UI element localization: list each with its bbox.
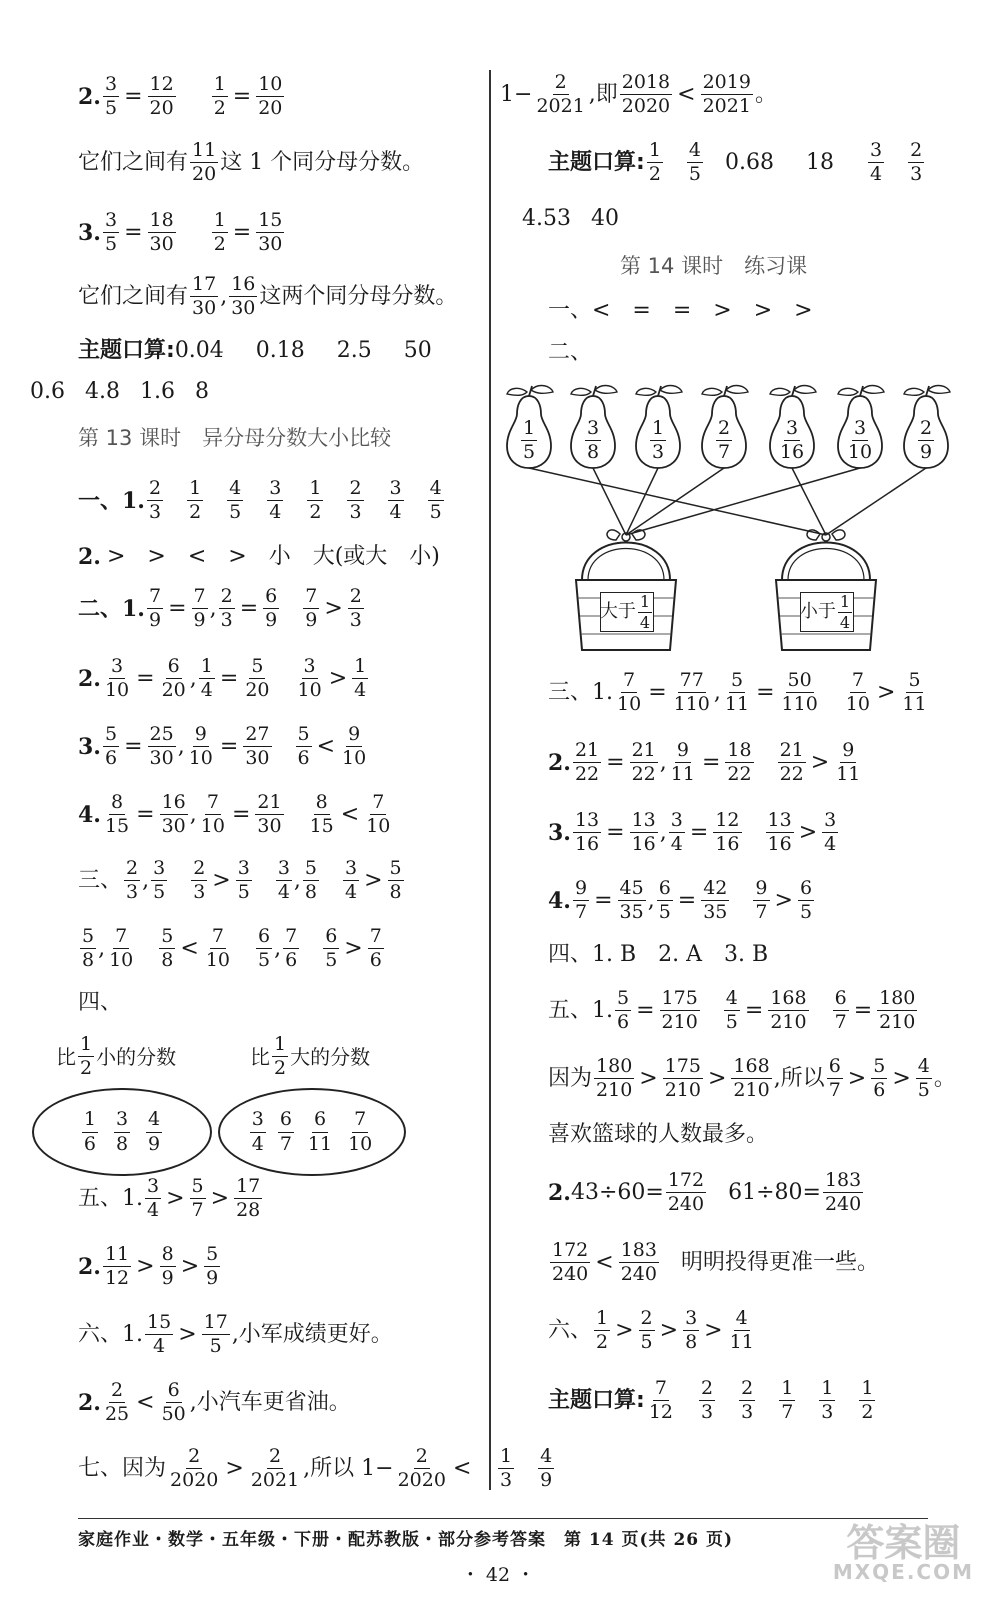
l-q7-tail: $\frac{1}{3}$ $\frac{4}{9}$: [500, 1445, 553, 1492]
l-q2-3: 3. $\frac{5}{6}$ = $\frac{25}{30}$ , $\frac{9}{10}$ = $\frac{27}{30}$ $\frac{5}{6}$ < $\frac{9}{10}$: [78, 723, 367, 770]
l-q4-label: 四、: [78, 990, 123, 1015]
pear-label-2: $\frac{3}{8}$: [586, 417, 600, 464]
r-q5-2c: $\frac{172}{240}$ < $\frac{183}{240}$ 明明投得更准一些。: [552, 1239, 879, 1286]
r-q6: 六、 $\frac{1}{2}$ > $\frac{2}{5}$ > $\frac{3}{8}$ > $\frac{4}{11}$: [548, 1307, 754, 1354]
less-than-half-set: $\frac{1}{6}$ $\frac{3}{8}$ $\frac{4}{9}$: [32, 1088, 212, 1176]
r-q4: 四、1. B 2. A 3. B: [548, 942, 769, 967]
l-q4-less-heading: 比 $\frac{1}{2}$ 小的分数: [56, 1033, 177, 1080]
l-s12-2: 2. $\frac{3}{5}$ = $\frac{12}{20}$ $\frac{1}{2}$ = $\frac{10}{20}$: [78, 73, 283, 120]
line-pear5: [792, 468, 826, 535]
basket-label-less: 小于 $\frac{1}{4}$: [800, 592, 854, 632]
pear-label-4: $\frac{2}{7}$: [717, 417, 731, 464]
l-q3-row1: 三、 $\frac{2}{3}$ , $\frac{3}{5}$ $\frac{2}{3}$ > $\frac{3}{5}$ $\frac{3}{4}$ , $\frac{5}{8}$ $\frac{3}{4}$ > $\frac{5}{8}$: [78, 857, 402, 904]
l-q4-more-heading: 比 $\frac{1}{2}$ 大的分数: [250, 1033, 371, 1080]
pear-label-5: $\frac{3}{16}$: [779, 417, 805, 464]
watermark: 答案圈 MXQE.COM: [832, 1521, 974, 1584]
lesson-13-title: 第 13 课时 异分母分数大小比较: [78, 426, 392, 450]
r-q5-1: 五、1. $\frac{5}{6}$ = $\frac{175}{210}$ $\frac{4}{5}$ = $\frac{168}{210}$ $\frac{6}{7}$ = $\frac{180}{210}$: [548, 987, 916, 1034]
r-q5-1b: 因为 $\frac{180}{210}$ > $\frac{175}{210}$ > $\frac{168}{210}$ ,所以 $\frac{6}{7}$ > $\frac{5}{6}$ > $\frac{4}{5}$ 。: [548, 1055, 956, 1102]
greater-than-half-set: $\frac{3}{4}$ $\frac{6}{7}$ $\frac{6}{11}$ $\frac{7}{10}$: [218, 1088, 406, 1176]
r-oral3: 主题口算: $\frac{7}{12}$ $\frac{2}{3}$ $\frac{2}{3}$ $\frac{1}{7}$ $\frac{1}{3}$ $\frac{1}{2}$: [548, 1377, 874, 1424]
l-s12-3-text: 它们之间有 $\frac{17}{30}$ , $\frac{16}{30}$ 这两个同分母分数。: [78, 273, 458, 320]
pear-label-7: $\frac{2}{9}$: [919, 417, 933, 464]
l-q6-2: 2. $\frac{2}{25}$ < $\frac{6}{50}$ ,小汽车更省油。: [78, 1379, 351, 1426]
l-q7: 七、因为 $\frac{2}{2020}$ > $\frac{2}{2021}$ ,所以 1− $\frac{2}{2020}$ <: [78, 1445, 472, 1492]
lesson-14-title: 第 14 课时 练习课: [620, 254, 808, 278]
r-q3-1: 三、1. $\frac{7}{10}$ = $\frac{77}{110}$ , $\frac{5}{11}$ = $\frac{50}{110}$ $\frac{7}{10}$ > $\frac{5}{11}$: [548, 669, 927, 716]
pear-label-1: $\frac{1}{5}$: [522, 417, 536, 464]
r-q3-3: 3. $\frac{13}{16}$ = $\frac{13}{16}$ , $\frac{3}{4}$ = $\frac{12}{16}$ $\frac{13}{16}$ > $\frac{3}{4}$: [548, 809, 837, 856]
r-q5-1c: 喜欢篮球的人数最多。: [548, 1122, 769, 1147]
r-q3-2: 2. $\frac{21}{22}$ = $\frac{21}{22}$ , $\frac{9}{11}$ = $\frac{18}{22}$ $\frac{21}{22}$ > $\frac{9}{11}$: [548, 739, 861, 786]
l-q5-1: 五、1. $\frac{3}{4}$ > $\frac{5}{7}$ > $\frac{17}{28}$: [78, 1175, 261, 1222]
l-oral1-row2: 0.6 4.8 1.6 8: [30, 379, 209, 404]
page-footer: 家庭作业・数学・五年级・下册・配苏教版・部分参考答案 第 14 页(共 26 页): [78, 1518, 928, 1550]
l-q2-1: 二、1. $\frac{7}{9}$ = $\frac{7}{9}$ , $\frac{2}{3}$ = $\frac{6}{9}$ $\frac{7}{9}$ > $\frac{2}{3}$: [78, 585, 362, 632]
r-q7-cont: 1− $\frac{2}{2021}$ ,即 $\frac{2018}{2020}$ < $\frac{2019}{2021}$ 。: [500, 71, 777, 118]
page-number: ・ 42 ・: [460, 1564, 536, 1586]
l-s12-3: 3. $\frac{3}{5}$ = $\frac{18}{30}$ $\frac{1}{2}$ = $\frac{15}{30}$: [78, 209, 283, 256]
l-q2-4: 4. $\frac{8}{15}$ = $\frac{16}{30}$ , $\frac{7}{10}$ = $\frac{21}{30}$ $\frac{8}{15}$ < $\frac{7}{10}$: [78, 791, 391, 838]
l-q2-2: 2. $\frac{3}{10}$ = $\frac{6}{20}$ , $\frac{1}{4}$ = $\frac{5}{20}$ $\frac{3}{10}$ > $\frac{1}{4}$: [78, 655, 367, 702]
l-oral1: 主题口算: 0.04 0.18 2.5 50: [78, 338, 432, 363]
l-s12-2-text: 它们之间有 $\frac{11}{20}$ 这 1 个同分母分数。: [78, 139, 425, 186]
line-pear6: [626, 468, 860, 535]
pear-label-3: $\frac{1}{3}$: [651, 417, 665, 464]
r-q5-2: 2. 43÷60= $\frac{172}{240}$ 61÷80= $\frac{183}{240}$: [548, 1169, 862, 1216]
r-q1: 一、< = = > > >: [548, 298, 813, 323]
r-q3-4: 4. $\frac{9}{7}$ = $\frac{45}{35}$ , $\frac{6}{5}$ = $\frac{42}{35}$ $\frac{9}{7}$ > $\frac{6}{5}$: [548, 877, 813, 924]
basket-label-greater: 大于 $\frac{1}{4}$: [600, 592, 654, 632]
line-pear1: [529, 468, 826, 535]
line-pear4: [626, 468, 724, 535]
column-divider: [489, 70, 491, 1490]
r-oral2: 主题口算: $\frac{1}{2}$ $\frac{4}{5}$ 0.68 18 $\frac{3}{4}$ $\frac{2}{3}$: [548, 139, 923, 186]
l-q5-2: 2. $\frac{11}{12}$ > $\frac{8}{9}$ > $\frac{5}{9}$: [78, 1243, 219, 1290]
l-q3-row2: $\frac{5}{8}$ , $\frac{7}{10}$ $\frac{5}{8}$ < $\frac{7}{10}$ $\frac{6}{5}$ , $\frac{7}{6}$ $\frac{6}{5}$ > $\frac{7}{6}$: [82, 925, 382, 972]
l-q6-1: 六、1. $\frac{15}{4}$ > $\frac{17}{5}$ ,小军成绩更好。: [78, 1311, 393, 1358]
l-q1-2: 2. > > < > 小 大(或大 小): [78, 544, 440, 570]
line-pear7: [826, 468, 926, 535]
r-q2-label: 二、: [548, 340, 593, 365]
l-q1-1: 一、1. $\frac{2}{3}$ $\frac{1}{2}$ $\frac{4}{5}$ $\frac{3}{4}$ $\frac{1}{2}$ $\frac{2}{3}$ $\frac{3}{4}$ $\frac{4}{5}$: [78, 477, 442, 524]
line-pear2: [593, 468, 626, 535]
pear-label-6: $\frac{3}{10}$: [847, 417, 873, 464]
r-oral2-row2: 4.53 40: [522, 206, 619, 231]
